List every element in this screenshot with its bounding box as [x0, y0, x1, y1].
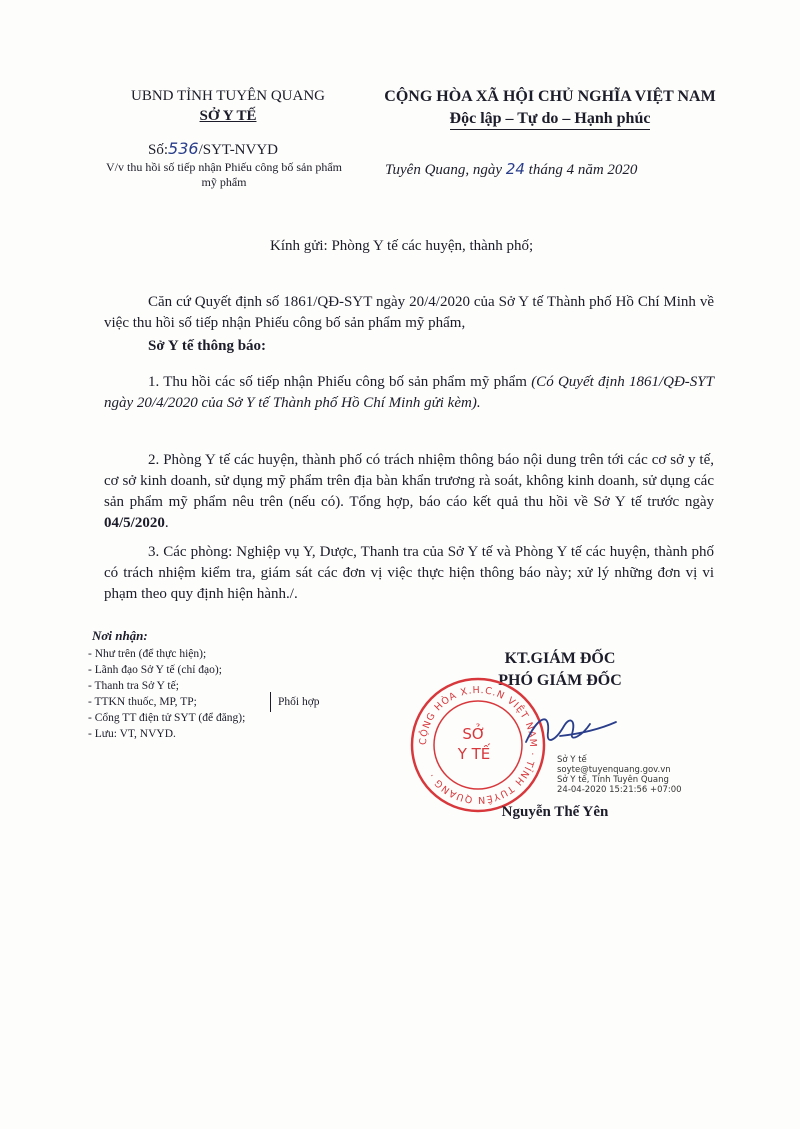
month-value: 4: [566, 162, 575, 178]
list-item: - Lưu: VT, NVYD.: [88, 728, 176, 740]
paragraph-basis: [104, 292, 714, 334]
signature-line-2: PHÓ GIÁM ĐỐC: [498, 672, 622, 689]
national-motto: [360, 88, 740, 130]
recipients-title: Nơi nhận:: [92, 628, 148, 643]
announcement-heading: Sở Y tế thông báo:: [148, 338, 267, 354]
item-2-deadline: 04/5/2020: [104, 515, 165, 531]
item-1-italic: (Có Quyết định 1861/QĐ-SYT ngày 20/4/2020 của Sở Y tế Thành phố Hồ Chí Minh gửi kèm).: [104, 374, 714, 411]
month-label: tháng: [528, 162, 563, 178]
place-prefix: Tuyên Quang, ngày: [385, 162, 503, 178]
issuing-organization: [108, 86, 348, 126]
dsig-line: Sở Y tế: [557, 755, 587, 765]
org-line-1: UBND TỈNH TUYÊN QUANG: [130, 88, 326, 104]
list-item: - TTKN thuốc, MP, TP;: [88, 696, 197, 708]
nation-line-1: CỘNG HÒA XÃ HỘI CHỦ NGHĨA VIỆT NAM: [384, 88, 716, 105]
digital-signature-info: [557, 755, 682, 795]
paragraph-item-2: [104, 450, 714, 534]
recipients-list: [88, 646, 245, 742]
item-2-end: .: [164, 515, 169, 531]
handwritten-signature-icon: [520, 706, 620, 756]
item-1-text: 1. Thu hồi các số tiếp nhận Phiếu công bố sản phẩm mỹ phẩm: [148, 374, 532, 390]
signer-name: Nguyễn Thế Yên: [501, 804, 609, 820]
recipient-line: Kính gửi: Phòng Y tế các huyện, thành phố;: [270, 238, 534, 254]
dsig-line: 24-04-2020 15:21:56 +07:00: [557, 785, 682, 795]
paragraph-item-3: [104, 542, 714, 605]
seal-center-1: SỞ: [462, 725, 486, 743]
signature-line-1: KT.GIÁM ĐỐC: [504, 650, 616, 667]
number-prefix: Số:: [148, 142, 169, 158]
coordination-bracket: [270, 692, 271, 712]
place-date: [385, 160, 637, 179]
subject-line: V/v thu hồi số tiếp nhận Phiếu công bố sản phẩm mỹ phẩm: [106, 160, 342, 189]
item-3-text: 3. Các phòng: Nghiệp vụ Y, Dược, Thanh tra của Sở Y tế và Phòng Y tế các huyện, thành phố có trách nhiệm kiểm tra, giám sát các đơn vị việc thực hiện thông báo này; xử lý những đơn vị vi phạm theo quy định hiện hành./.: [104, 544, 714, 602]
list-item: - Lãnh đạo Sở Y tế (chỉ đạo);: [88, 664, 222, 676]
number-suffix: /SYT-NVYD: [198, 142, 279, 158]
nation-line-2: Độc lập – Tự do – Hạnh phúc: [449, 110, 651, 127]
dsig-line: Sở Y tế, Tỉnh Tuyên Quang: [557, 775, 669, 785]
motto-underline: [450, 129, 650, 130]
basis-text: Căn cứ Quyết định số 1861/QĐ-SYT ngày 20/4/2020 của Sở Y tế Thành phố Hồ Chí Minh về việc thu hồi số tiếp nhận Phiếu công bố sản phẩm mỹ phẩm,: [104, 294, 714, 331]
item-2-text: 2. Phòng Y tế các huyện, thành phố có trách nhiệm thông báo nội dung trên tới các cơ sở y tế, cơ sở kinh doanh, sử dụng mỹ phẩm trên địa bàn khẩn trương rà soát, không kinh doanh, sử dụng các sản phẩm mỹ phẩm nêu trên (nếu có). Tổng hợp, báo cáo kết quả thu hồi về Sở Y tế trước ngày: [104, 452, 714, 510]
org-line-2: SỞ Y TẾ: [199, 108, 257, 124]
seal-ring-text: CỘNG HÒA X.H.C.N VIỆT NAM · TỈNH TUYÊN QUANG ·: [417, 684, 539, 806]
paragraph-item-1: [104, 372, 714, 414]
coordination-label: Phối hợp: [278, 696, 320, 708]
list-item: - Như trên (để thực hiện);: [88, 648, 207, 660]
day-handwritten: 24: [505, 160, 525, 178]
number-handwritten: 536: [168, 139, 199, 158]
year-label: năm 2020: [577, 162, 638, 178]
list-item: - Thanh tra Sở Y tế;: [88, 680, 179, 692]
dsig-line: soyte@tuyenquang.gov.vn: [557, 765, 671, 775]
seal-center-2: Y TẾ: [457, 745, 491, 763]
document-number: [148, 139, 278, 159]
list-item: - Cổng TT điện tử SYT (để đăng);: [88, 712, 246, 724]
